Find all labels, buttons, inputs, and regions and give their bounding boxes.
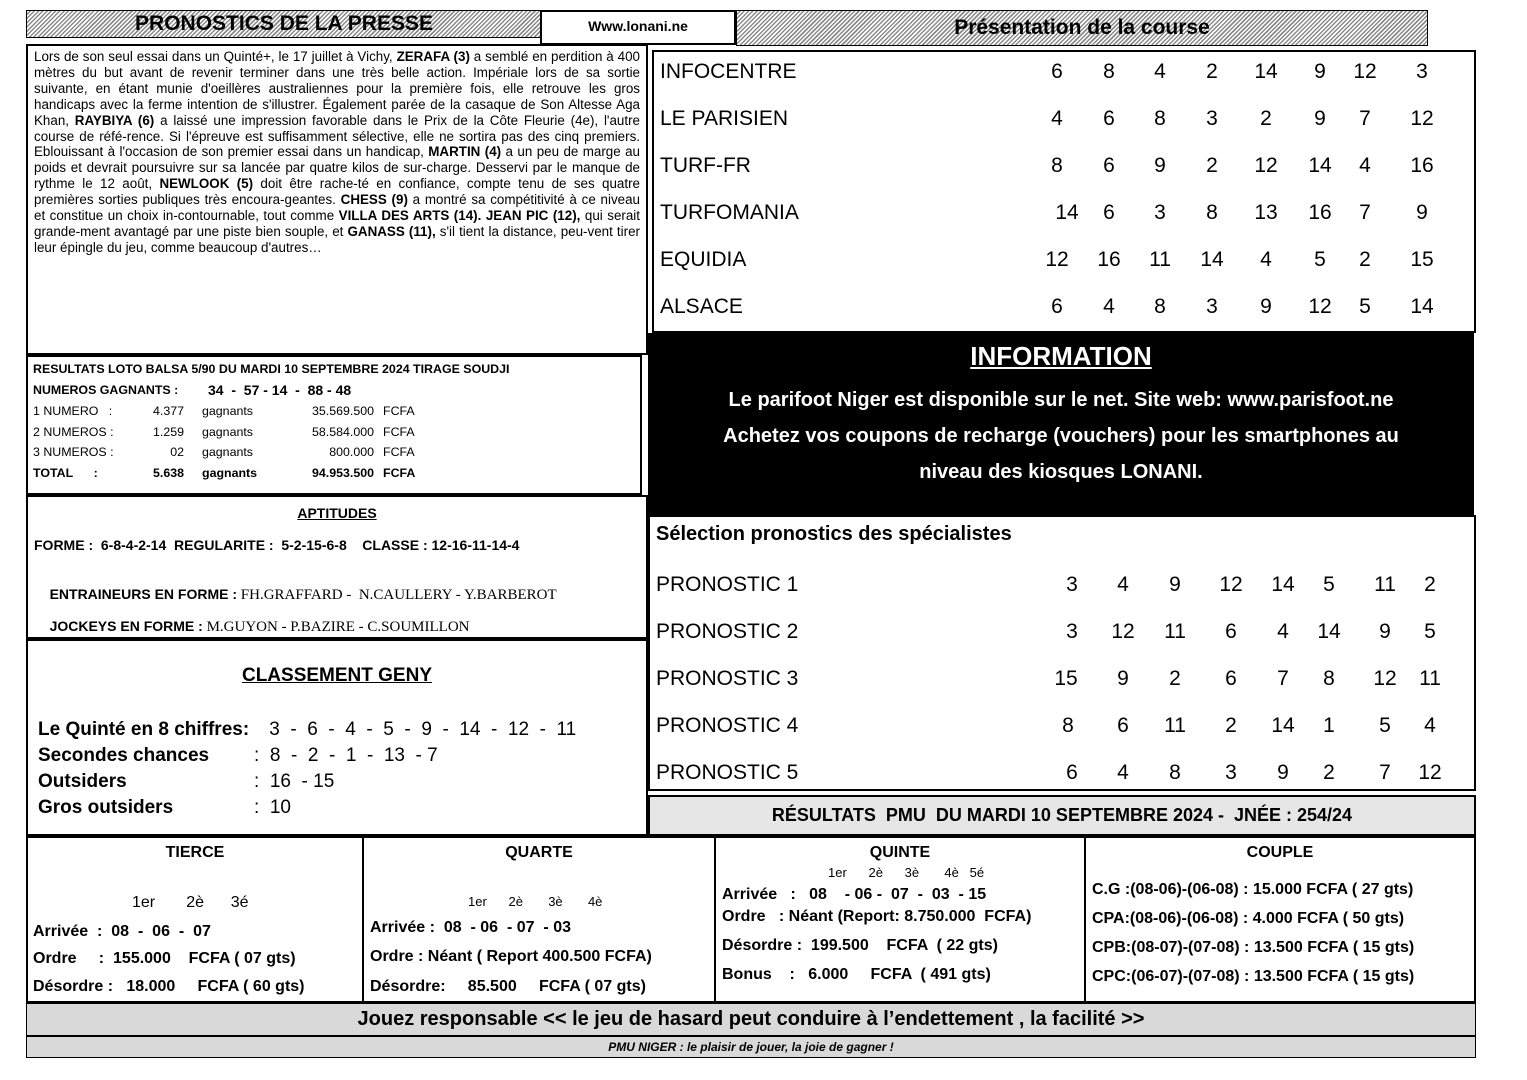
selection-number: 3 bbox=[1225, 761, 1237, 784]
loto-cell: gagnants bbox=[202, 424, 253, 439]
selection-number: 3 bbox=[1066, 620, 1078, 643]
presentation-number: 12 bbox=[1254, 154, 1278, 177]
presentation-number: 9 bbox=[1154, 154, 1166, 177]
presse-segment: a laissé une impression favorable dans le Prix de la Côte Fleurie (4e), l'autre course de réfé-rence. Si l'épreuve est suffisamment sélective, elle ne sortira pas des cinq premiers. Eblouissant à l'occasion de son premier essai dans un handicap, bbox=[34, 112, 640, 160]
quinte-arrivee: Arrivée : 08 - 06 - 07 - 03 - 15 bbox=[722, 886, 987, 903]
presse-segment: a montré sa compétitivité à ce niveau et constitue un choix in-contournable, tout comme bbox=[34, 192, 640, 224]
presse-segment: qui serait grande-ment avantagé par une piste bien souple, et bbox=[34, 208, 640, 239]
quinte-ordre: Ordre : Néant (Report: 8.750.000 FCFA) bbox=[722, 908, 1032, 925]
selection-number: 4 bbox=[1117, 761, 1129, 784]
header-right-title: Présentation de la course bbox=[954, 16, 1210, 39]
presentation-number: 9 bbox=[1260, 295, 1272, 318]
loto-numeros-label: NUMEROS GAGNANTS : bbox=[33, 383, 179, 397]
selection-number: 12 bbox=[1418, 761, 1442, 784]
selection-number: 11 bbox=[1374, 573, 1396, 596]
presentation-number: 16 bbox=[1410, 154, 1434, 177]
entraineurs-list: FH.GRAFFARD - N.CAULLERY - Y.BARBEROT bbox=[237, 587, 557, 603]
selection-number: 14 bbox=[1271, 714, 1295, 737]
presse-segment: doit être rache-té en confiance, compte tenu de ses quatre premières sorties publiques très encoura-geantes. bbox=[34, 176, 640, 208]
presse-segment: s'il tient la distance, peu-vent tirer leur épingle du jeu, comme beaucoup d'autres… bbox=[34, 223, 640, 255]
presentation-number: 12 bbox=[1045, 248, 1069, 271]
presentation-number: 3 bbox=[1416, 60, 1428, 83]
selection-number: 11 bbox=[1164, 714, 1186, 737]
selection-number: 12 bbox=[1373, 667, 1397, 690]
loto-numeros: 34 - 57 - 14 - 88 - 48 bbox=[208, 382, 352, 398]
info-line3: niveau des kiosques LONANI. bbox=[919, 461, 1203, 483]
classement-label: Le Quinté en 8 chiffres: bbox=[38, 719, 250, 740]
loto-cell: 02 bbox=[170, 445, 184, 459]
quinte-title: QUINTE bbox=[869, 844, 931, 861]
presentation-row bbox=[654, 287, 1474, 334]
presentation-row bbox=[654, 240, 1474, 287]
selection-number: 9 bbox=[1277, 761, 1289, 784]
tierce-places: 1er 2è 3é bbox=[132, 894, 249, 911]
presentation-label: LE PARISIEN bbox=[660, 107, 788, 130]
presentation-number: 2 bbox=[1206, 154, 1218, 177]
selection-label: PRONOSTIC 2 bbox=[656, 620, 799, 643]
presentation-number: 14 bbox=[1055, 201, 1079, 224]
presentation-number: 4 bbox=[1103, 295, 1115, 318]
presentation-number: 4 bbox=[1154, 60, 1166, 83]
selection-number: 6 bbox=[1117, 714, 1129, 737]
loto-cell: 58.584.000 bbox=[311, 424, 374, 439]
presentation-number: 2 bbox=[1206, 60, 1218, 83]
presentation-number: 9 bbox=[1314, 60, 1326, 83]
resultats-title: RÉSULTATS PMU DU MARDI 10 SEPTEMBRE 2024 - JNÉE : 254/24 bbox=[648, 795, 1476, 836]
presentation-number: 9 bbox=[1416, 201, 1428, 224]
selection-number: 5 bbox=[1323, 573, 1335, 596]
loto-cell: FCFA bbox=[383, 424, 415, 439]
quarte-places: 1er 2è 3è 4è bbox=[468, 894, 603, 909]
presentation-row bbox=[654, 52, 1474, 99]
classement-label: Secondes chances bbox=[38, 745, 210, 766]
presentation-number: 6 bbox=[1103, 201, 1115, 224]
presentation-number: 8 bbox=[1206, 201, 1218, 224]
footer-slogan: Jouez responsable << le jeu de hasard peut conduire à l’endettement , la facilité >> bbox=[26, 1003, 1476, 1036]
presse-highlight: VILLA DES ARTS (14). JEAN PIC (12), bbox=[338, 208, 581, 224]
quarte-desordre: Désordre: 85.500 FCFA ( 07 gts) bbox=[370, 978, 646, 995]
loto-title: RESULTATS LOTO BALSA 5/90 DU MARDI 10 SEPTEMBRE 2024 TIRAGE SOUDJI bbox=[33, 362, 510, 376]
selection-number: 3 bbox=[1066, 573, 1078, 596]
selection-row bbox=[650, 655, 1474, 702]
presentation-row bbox=[654, 99, 1474, 146]
selection-number: 4 bbox=[1277, 620, 1289, 643]
selection-number: 6 bbox=[1225, 667, 1237, 690]
loto-cell: 2 NUMEROS : bbox=[33, 424, 114, 439]
selection-number: 2 bbox=[1424, 573, 1436, 596]
selection-number: 5 bbox=[1424, 620, 1436, 643]
loto-cell: gagnants bbox=[202, 404, 253, 418]
couple-line: CPA:(08-06)-(06-08) : 4.000 FCFA ( 50 gts) bbox=[1092, 910, 1405, 927]
header-right bbox=[736, 10, 1428, 46]
info-box bbox=[648, 333, 1474, 515]
loto-cell: 800.000 bbox=[329, 445, 374, 459]
selection-number: 2 bbox=[1323, 761, 1335, 784]
presentation-number: 14 bbox=[1308, 154, 1332, 177]
presse-highlight: NEWLOOK (5) bbox=[159, 176, 254, 192]
selection-number: 15 bbox=[1054, 667, 1078, 690]
header-site[interactable]: Www.lonani.ne bbox=[540, 10, 736, 45]
selection-label: PRONOSTIC 5 bbox=[656, 761, 799, 784]
quarte-title: QUARTE bbox=[505, 844, 573, 861]
selection-number: 12 bbox=[1111, 620, 1135, 643]
tierce-desordre: Désordre : 18.000 FCFA ( 60 gts) bbox=[33, 978, 305, 995]
selection-number: 9 bbox=[1379, 620, 1391, 643]
presentation-number: 7 bbox=[1359, 107, 1371, 130]
loto-cell: 35.569.500 bbox=[311, 404, 374, 418]
presentation-number: 5 bbox=[1314, 248, 1326, 271]
selection-number: 2 bbox=[1169, 667, 1181, 690]
loto-cell: 1.259 bbox=[152, 424, 184, 439]
selection-number: 7 bbox=[1379, 761, 1391, 784]
info-line1[interactable]: Le parifoot Niger est disponible sur le net. Site web: www.parisfoot.ne bbox=[728, 389, 1394, 411]
presentation-number: 12 bbox=[1410, 107, 1434, 130]
jockeys-label: JOCKEYS EN FORME : bbox=[49, 618, 203, 634]
selection-row bbox=[650, 702, 1474, 749]
presentation-number: 8 bbox=[1154, 295, 1166, 318]
presentation-number: 3 bbox=[1154, 201, 1166, 224]
tierce-ordre: Ordre : 155.000 FCFA ( 07 gts) bbox=[33, 950, 296, 967]
presentation-label: TURF-FR bbox=[660, 154, 751, 177]
presse-text bbox=[26, 44, 648, 355]
selection-label: PRONOSTIC 1 bbox=[656, 573, 799, 596]
selection-label: PRONOSTIC 3 bbox=[656, 667, 799, 690]
presentation-number: 4 bbox=[1260, 248, 1272, 271]
presentation-number: 13 bbox=[1254, 201, 1278, 224]
header-left bbox=[26, 10, 542, 38]
quinte-desordre: Désordre : 199.500 FCFA ( 22 gts) bbox=[722, 937, 998, 954]
presentation-number: 16 bbox=[1308, 201, 1332, 224]
presentation-number: 12 bbox=[1308, 295, 1332, 318]
selection-number: 9 bbox=[1169, 573, 1181, 596]
info-line2: Achetez vos coupons de recharge (vouchers) pour les smartphones au bbox=[723, 425, 1399, 447]
presentation-number: 14 bbox=[1410, 295, 1434, 318]
selection-number: 4 bbox=[1117, 573, 1129, 596]
selection-table bbox=[648, 515, 1476, 791]
presentation-number: 2 bbox=[1260, 107, 1272, 130]
loto-cell: FCFA bbox=[383, 445, 415, 459]
selection-number: 8 bbox=[1062, 714, 1074, 737]
classement-value: : 8 - 2 - 1 - 13 - 7 bbox=[254, 745, 438, 766]
selection-number: 8 bbox=[1323, 667, 1335, 690]
presentation-number: 5 bbox=[1359, 295, 1371, 318]
quinte-places: 1er 2è 3è 4è 5é bbox=[828, 865, 985, 880]
selection-number: 6 bbox=[1225, 620, 1237, 643]
presentation-number: 4 bbox=[1051, 107, 1063, 130]
loto-cell: gagnants bbox=[202, 445, 253, 459]
presse-highlight: ZERAFA (3) bbox=[396, 49, 470, 64]
selection-number: 2 bbox=[1225, 714, 1237, 737]
footer-tagline: PMU NIGER : le plaisir de jouer, la joie de gagner ! bbox=[26, 1036, 1476, 1058]
presentation-number: 6 bbox=[1051, 295, 1063, 318]
presse-segment: a semblé en perdition à 400 mètres du but avant de revenir terminer dans une très belle action. Impériale lors de sa sortie suivante, en étant munie d'oeillères australiennes pour la première fois, elle retrouve les gros handicaps avec la ferme intention de s'illustrer. Également parée de la casaque de Son Altesse Aga Khan, bbox=[34, 49, 640, 128]
selection-number: 4 bbox=[1424, 714, 1436, 737]
tierce-arrivee: Arrivée : 08 - 06 - 07 bbox=[33, 923, 211, 940]
classement-value: : 16 - 15 bbox=[254, 771, 335, 792]
loto-cell: 3 NUMEROS : bbox=[33, 445, 114, 459]
aptitudes-title: APTITUDES bbox=[297, 505, 377, 521]
presentation-number: 3 bbox=[1206, 107, 1218, 130]
presentation-label: TURFOMANIA bbox=[660, 201, 799, 224]
presentation-table bbox=[652, 50, 1476, 333]
info-title: INFORMATION bbox=[970, 341, 1152, 371]
classement-value: 3 - 6 - 4 - 5 - 9 - 14 - 12 - 11 bbox=[264, 719, 577, 740]
selection-number: 7 bbox=[1277, 667, 1289, 690]
quarte-ordre: Ordre : Néant ( Report 400.500 FCFA) bbox=[370, 948, 652, 965]
loto-cell: 1 NUMERO : bbox=[33, 404, 113, 418]
tierce bbox=[28, 838, 362, 1001]
presse-highlight: MARTIN (4) bbox=[428, 144, 502, 160]
presentation-label: ALSACE bbox=[660, 295, 743, 318]
selection-row bbox=[650, 608, 1474, 655]
loto-cell: 94.953.500 bbox=[311, 465, 374, 480]
loto-cell: FCFA bbox=[383, 465, 416, 480]
presse-segment: Lors de son seul essai dans un Quinté+, le 17 juillet à Vichy, bbox=[34, 49, 397, 64]
classement-value: : 10 bbox=[254, 797, 291, 818]
selection-label: PRONOSTIC 4 bbox=[656, 714, 799, 737]
couple-line: CPC:(06-07)-(07-08) : 13.500 FCFA ( 15 gts) bbox=[1092, 968, 1415, 985]
tierce-title: TIERCE bbox=[165, 844, 225, 861]
presentation-number: 16 bbox=[1097, 248, 1121, 271]
jockeys-list: M.GUYON - P.BAZIRE - C.SOUMILLON bbox=[202, 619, 470, 635]
selection-number: 9 bbox=[1117, 667, 1129, 690]
presentation-number: 7 bbox=[1359, 201, 1371, 224]
loto-cell: 5.638 bbox=[152, 465, 184, 480]
presse-highlight: GANASS (11), bbox=[347, 223, 436, 239]
presse-highlight: CHESS (9) bbox=[340, 192, 408, 208]
presentation-label: INFOCENTRE bbox=[660, 60, 797, 83]
presentation-number: 8 bbox=[1154, 107, 1166, 130]
presentation-number: 8 bbox=[1103, 60, 1115, 83]
classement-label: Outsiders bbox=[38, 771, 127, 792]
presentation-number: 3 bbox=[1206, 295, 1218, 318]
presentation-number: 6 bbox=[1051, 60, 1063, 83]
presentation-number: 12 bbox=[1353, 60, 1377, 83]
classement-geny bbox=[26, 639, 648, 836]
selection-row bbox=[650, 561, 1474, 608]
selection-number: 11 bbox=[1419, 667, 1441, 690]
couple-line: CPB:(08-07)-(07-08) : 13.500 FCFA ( 15 gts) bbox=[1092, 939, 1415, 956]
classement-label: Gros outsiders bbox=[38, 797, 174, 818]
presentation-number: 2 bbox=[1359, 248, 1371, 271]
selection-title: Sélection pronostics des spécialistes bbox=[656, 523, 1012, 545]
presentation-number: 4 bbox=[1359, 154, 1371, 177]
selection-number: 14 bbox=[1271, 573, 1295, 596]
presentation-row bbox=[654, 146, 1474, 193]
quinte bbox=[716, 838, 1084, 1001]
selection-number: 5 bbox=[1379, 714, 1391, 737]
classement-title: CLASSEMENT GENY bbox=[241, 665, 433, 686]
selection-number: 14 bbox=[1317, 620, 1341, 643]
aptitudes-forme: FORME : 6-8-4-2-14 REGULARITE : 5-2-15-6-8 CLASSE : 12-16-11-14-4 bbox=[34, 537, 520, 553]
quinte-bonus: Bonus : 6.000 FCFA ( 491 gts) bbox=[722, 966, 991, 983]
presse-highlight: RAYBIYA (6) bbox=[74, 112, 155, 128]
presentation-row bbox=[654, 193, 1474, 240]
presentation-number: 14 bbox=[1254, 60, 1278, 83]
loto-cell: FCFA bbox=[383, 404, 415, 418]
couple-line: C.G :(08-06)-(06-08) : 15.000 FCFA ( 27 gts) bbox=[1092, 881, 1414, 898]
loto-cell: 4.377 bbox=[152, 404, 184, 418]
header-left-title: PRONOSTICS DE LA PRESSE bbox=[135, 12, 433, 35]
presentation-number: 14 bbox=[1200, 248, 1224, 271]
couple-title: COUPLE bbox=[1246, 844, 1314, 861]
selection-number: 11 bbox=[1164, 620, 1186, 643]
presentation-label: EQUIDIA bbox=[660, 248, 747, 271]
quarte bbox=[364, 838, 714, 1001]
loto-cell: TOTAL : bbox=[33, 465, 98, 480]
presentation-number: 11 bbox=[1149, 248, 1171, 271]
presentation-number: 9 bbox=[1314, 107, 1326, 130]
presentation-number: 8 bbox=[1051, 154, 1063, 177]
selection-number: 6 bbox=[1066, 761, 1078, 784]
presse-segment: a un peu de marge au poids et devrait poursuivre sur sa lancée par quatre kilos de sur-charge. Desservi par le manque de rythme le 12 août, bbox=[34, 144, 640, 192]
aptitudes bbox=[26, 495, 648, 639]
selection-row bbox=[650, 749, 1474, 796]
quarte-arrivee: Arrivée : 08 - 06 - 07 - 03 bbox=[370, 919, 571, 936]
presentation-number: 15 bbox=[1410, 248, 1434, 271]
loto-cell: gagnants bbox=[202, 465, 258, 480]
selection-number: 8 bbox=[1169, 761, 1181, 784]
presentation-number: 6 bbox=[1103, 107, 1115, 130]
presentation-number: 6 bbox=[1103, 154, 1115, 177]
couple bbox=[1086, 838, 1474, 1001]
selection-number: 1 bbox=[1323, 714, 1335, 737]
selection-number: 12 bbox=[1219, 573, 1243, 596]
entraineurs-label: ENTRAINEURS EN FORME : bbox=[49, 586, 238, 602]
loto-results bbox=[26, 355, 642, 495]
